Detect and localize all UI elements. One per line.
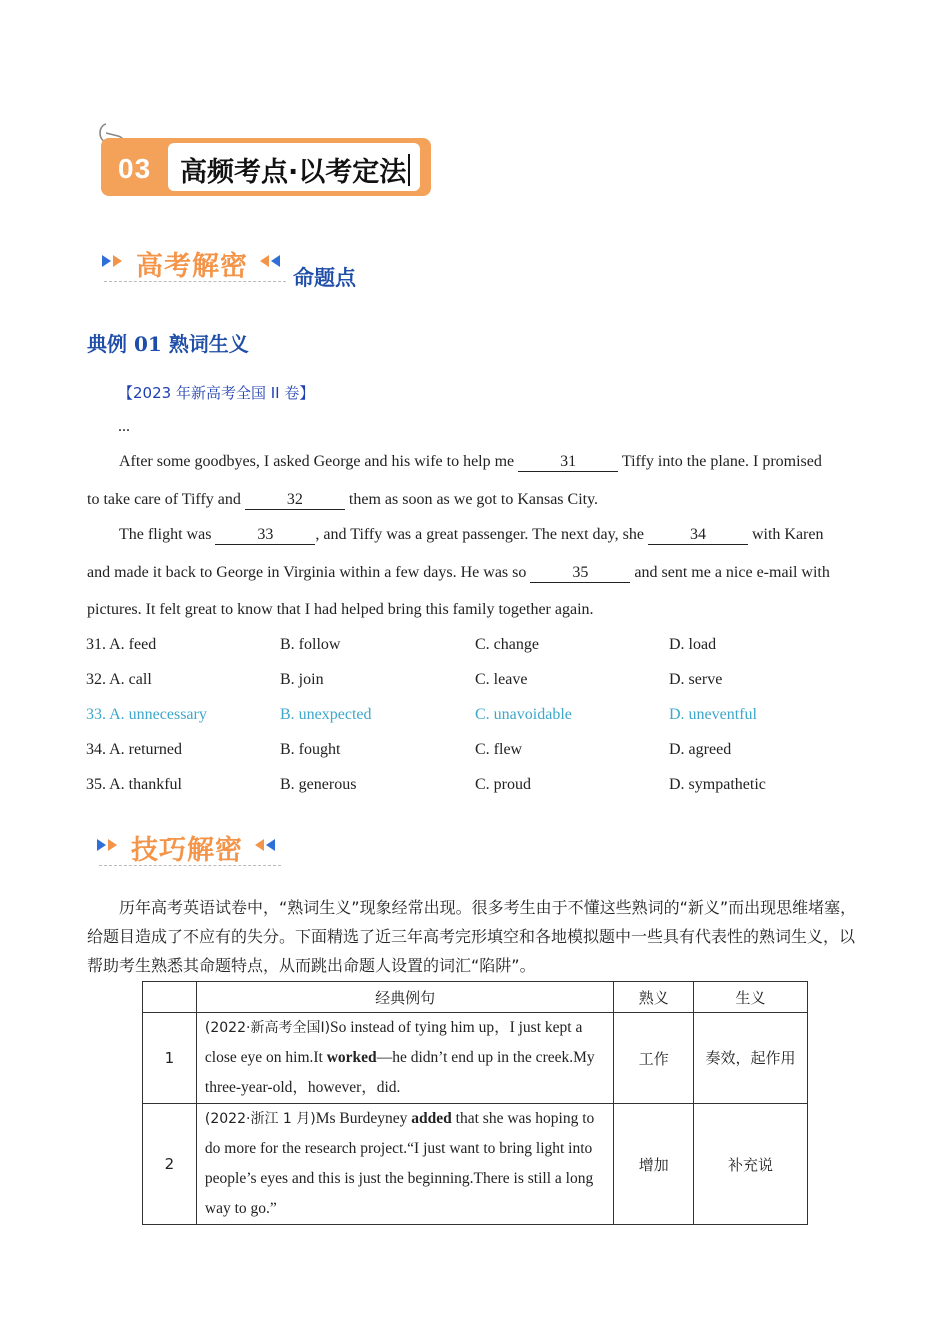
passage-line-4 [87,563,830,583]
header-new: 生义 [694,982,808,1013]
option-35-a: 35. A. thankful [86,776,182,793]
double-arrow-left-icon [260,252,286,272]
new-meaning: 奏效，起作用 [694,1013,808,1104]
double-arrow-right-icon [97,836,123,856]
blank-32: 32 [245,490,345,510]
header-num [143,982,197,1013]
text-cursor [408,154,410,186]
passage-line-3 [119,525,823,545]
option-34-d: D. agreed [669,741,732,758]
option-34-b: B. fought [280,741,341,758]
familiar-meaning: 工作 [614,1013,694,1104]
option-35-b: B. generous [280,776,357,793]
familiar-meaning: 增加 [614,1104,694,1225]
text: Tiffy into the plane. I promised [621,453,822,470]
text: to take care of Tiffy and [87,491,241,508]
passage-line-1 [119,452,822,472]
header-sentence: 经典例句 [196,982,613,1013]
option-33-d: D. uneventful [669,706,757,723]
heading-jiqiao-label: 技巧解密 [131,835,243,866]
option-31-b: B. follow [280,636,341,653]
option-32-c: C. leave [475,671,528,688]
option-34-c: C. flew [475,741,523,758]
option-34-a: 34. A. returned [86,741,182,758]
heading-gaokao-label: 高考解密 [136,251,248,282]
double-arrow-right-icon [102,252,128,272]
section-title: 高频考点·以考定法 [180,157,407,188]
row-number: 1 [143,1013,197,1104]
new-meaning: 补充说 [694,1104,808,1225]
double-arrow-left-icon [255,836,281,856]
text: and made it back to George in Virginia within a few days. He was so [87,564,527,581]
dashed-underline [104,281,286,282]
blank-31: 31 [518,452,618,472]
sentence-source: (2022·新高考全国Ⅰ) [204,1020,331,1036]
option-31-c: C. change [475,636,539,653]
option-31-a: 31. A. feed [86,636,157,653]
option-32-a: 32. A. call [86,671,152,688]
ellipsis: ... [118,418,130,435]
section-banner [96,120,441,202]
example-sentence [196,1104,613,1225]
example-title: 典例 01 熟词生义 [87,332,249,356]
option-32-d: D. serve [669,671,723,688]
sentence-text: Ms Burdeyney [315,1110,412,1127]
option-31-d: D. load [669,636,717,653]
row-number: 2 [143,1104,197,1225]
key-word: added [411,1110,452,1127]
text: The flight was [119,526,212,543]
option-33-b: B. unexpected [280,706,372,723]
exam-source: 【2023 年新高考全国 II 卷】 [118,384,315,402]
example-sentence [196,1013,613,1104]
blank-33: 33 [215,525,315,545]
sentence-source: (2022·浙江 1 月) [204,1111,316,1127]
table-row [143,1104,808,1225]
heading-jiqiao [95,826,285,872]
blank-34: 34 [648,525,748,545]
option-33-c: C. unavoidable [475,706,572,723]
option-33-a: 33. A. unnecessary [86,706,207,723]
header-familiar: 熟义 [614,982,694,1013]
option-35-d: D. sympathetic [669,776,766,793]
sentence-text: —he didn’t end up in the creek.My three-year-old，however，did. [204,1049,595,1096]
table-row [143,1013,808,1104]
options-list [86,636,866,796]
option-35-c: C. proud [475,776,531,793]
text: After some goodbyes, I asked George and his wife to help me [119,453,515,470]
key-word: worked [326,1049,377,1066]
table-header-row [143,982,808,1013]
option-32-b: B. join [280,671,324,688]
text: , and Tiffy was a great passenger. The next day, she [315,526,644,543]
blank-35: 35 [530,563,630,583]
passage-line-5: pictures. It felt great to know that I had helped bring this family together again. [87,601,594,618]
text: and sent me a nice e-mail with [634,564,830,581]
text: with Karen [751,526,824,543]
sentence-text: that she was hoping to do more for the research project.“I just want to bring light into people’s eyes and this is just the beginning.There is still a long way to go.” [204,1110,595,1217]
heading-gaokao [100,242,290,288]
sentence-text: So instead of tying him up，I just kept a close eye on him.It [204,1019,583,1066]
text: them as soon as we got to Kansas City. [348,491,599,508]
section-number: 03 [118,153,152,184]
example-table [142,981,808,1225]
intro-paragraph: 历年高考英语试卷中，“熟词生义”现象经常出现。很多考生由于不懂这些熟词的“新义”而出现思维堵塞，给题目造成了不应有的失分。下面精选了近三年高考完形填空和各地模拟题中一些具有代表性的熟词生义，以帮助考生熟悉其命题特点，从而跳出命题人设置的词汇“陷阱”。 [87,898,857,975]
dashed-underline [99,865,281,866]
passage-line-2 [87,490,598,510]
heading-mingti: 命题点 [293,266,356,290]
